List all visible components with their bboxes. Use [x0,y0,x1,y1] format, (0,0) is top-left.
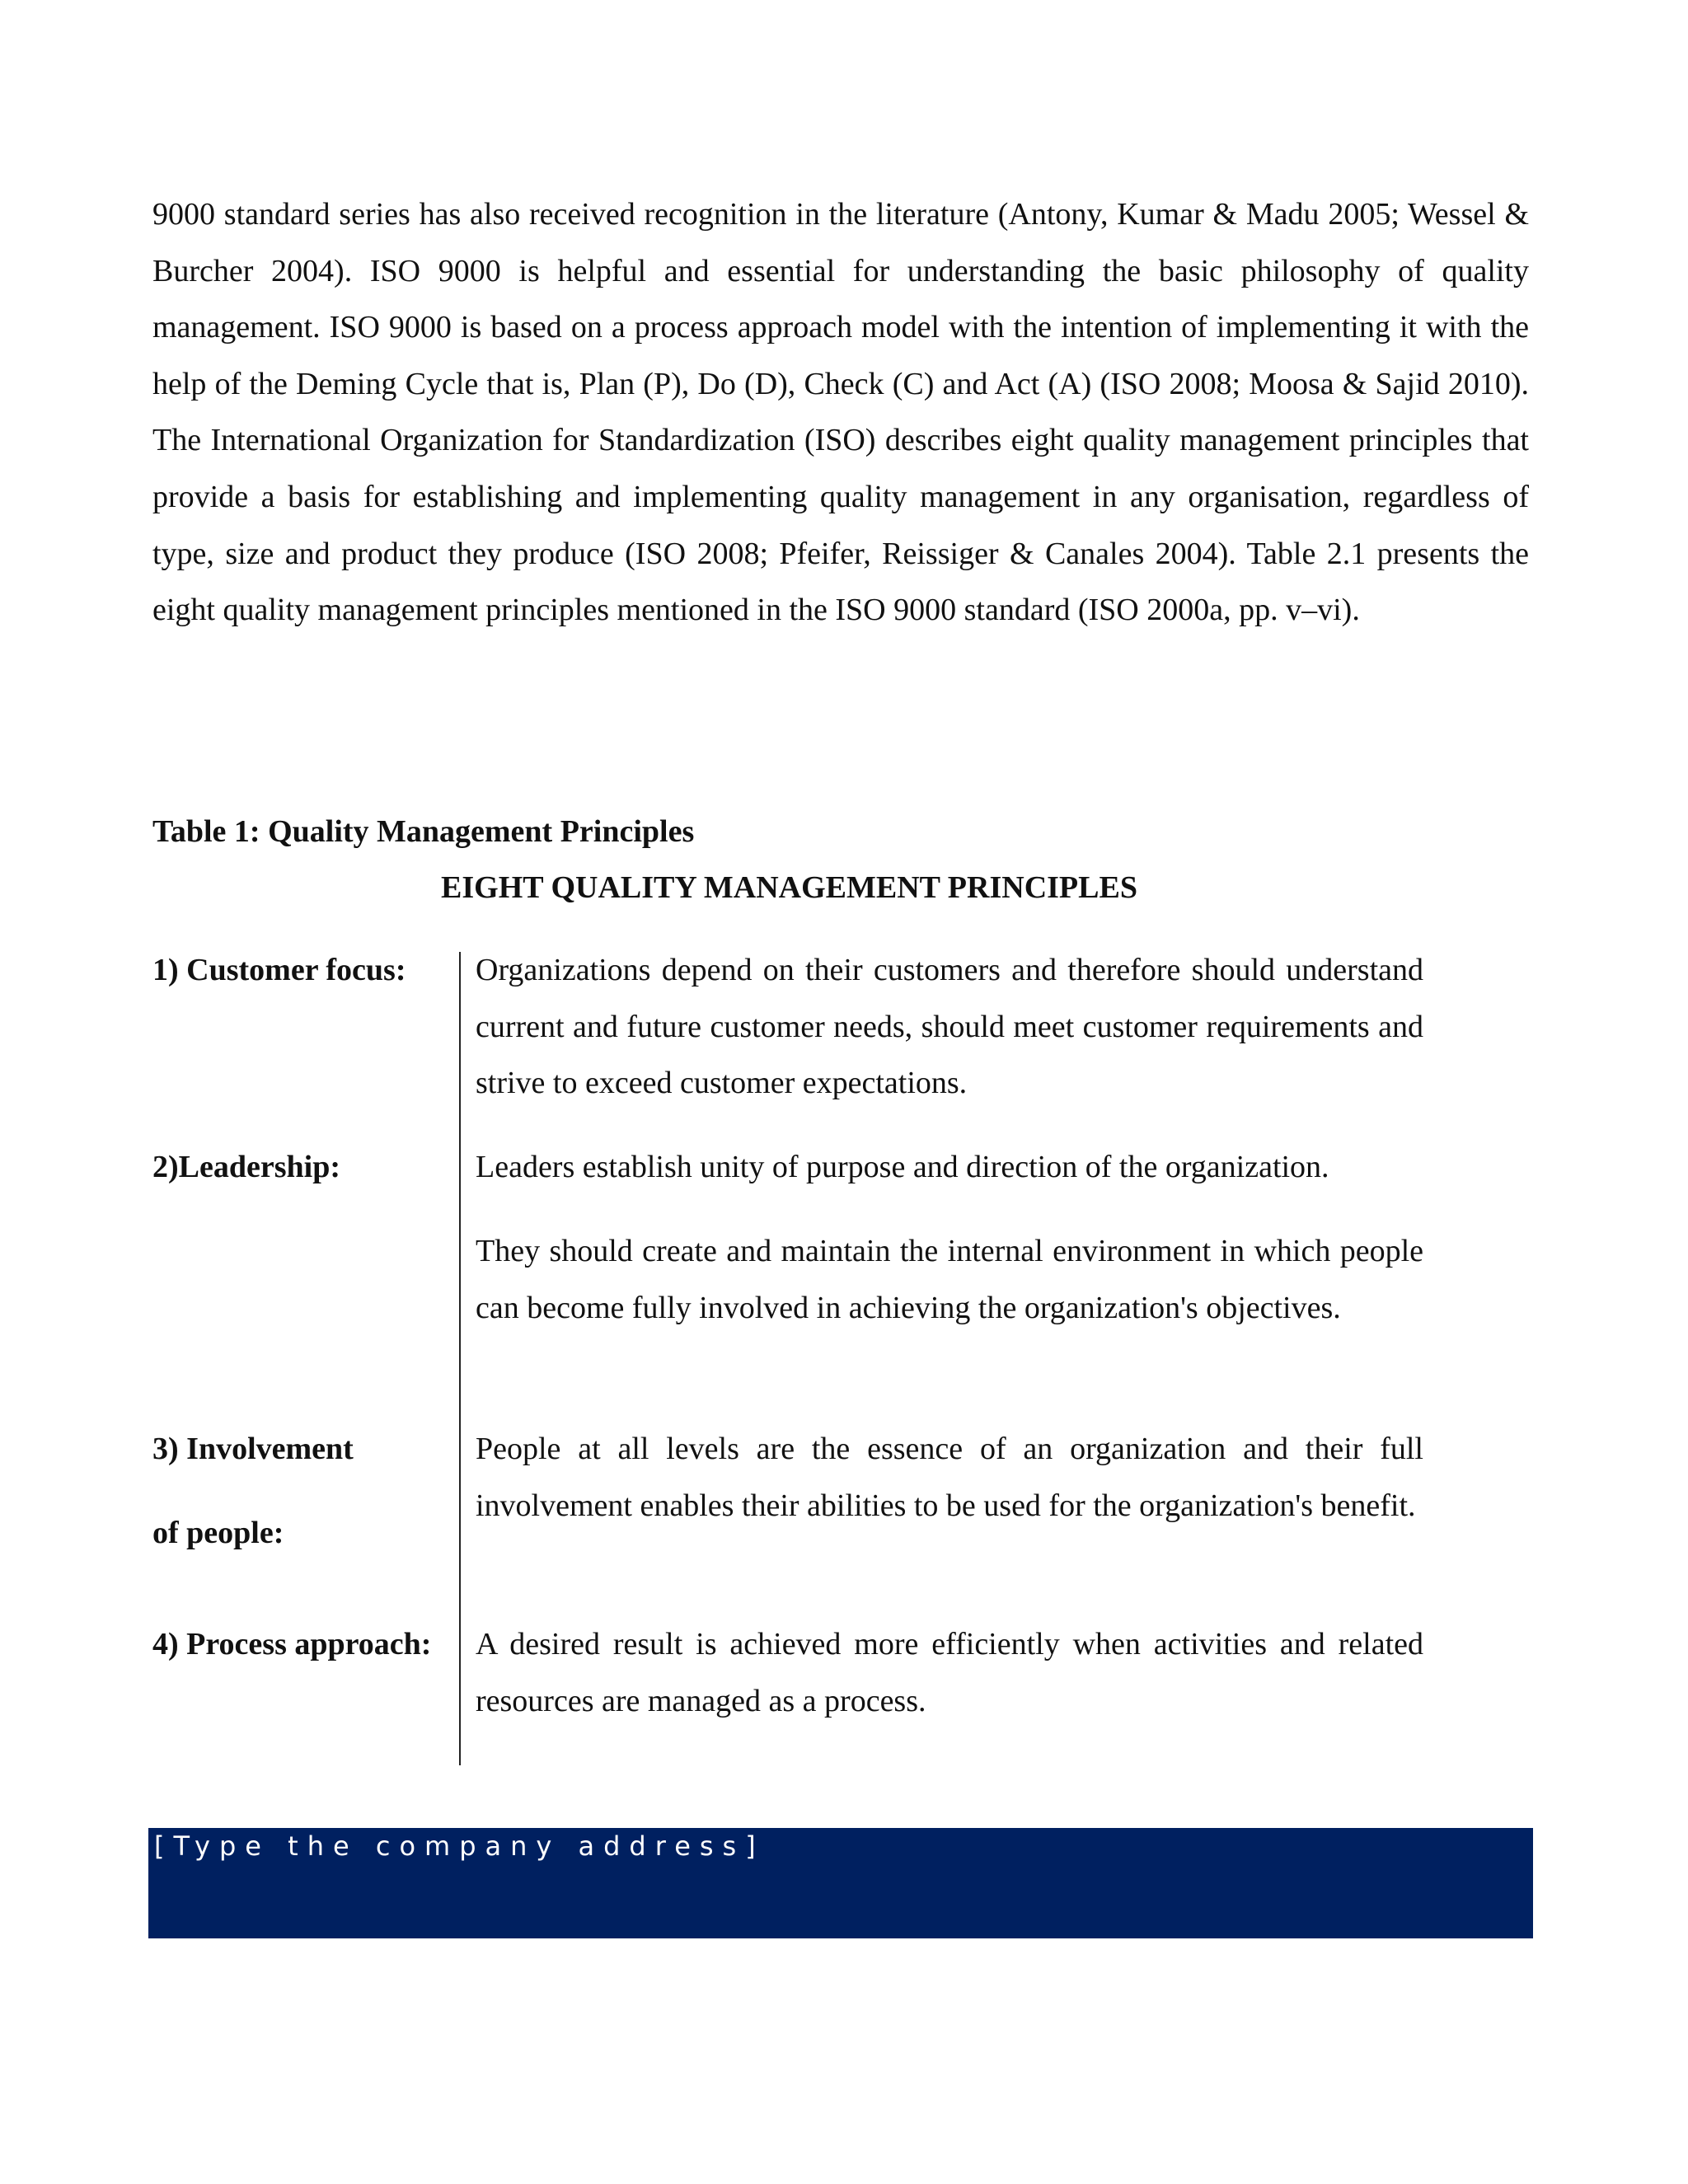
table-heading: EIGHT QUALITY MANAGEMENT PRINCIPLES [441,870,1137,905]
principle-description-leadership-continued: They should create and maintain the internal environment in which people can become fully involved in achieving the organization's objectives. [476,1234,1423,1325]
principle-label-involvement-line2: of people: [152,1516,284,1550]
footer-address-band [148,1828,1533,1938]
intro-paragraph: 9000 standard series has also received recognition in the literature (Antony, Kumar & Madu 2005; Wessel & Burcher 2004). ISO 9000 is helpful and essential for understanding the basic philosophy of quality management. ISO 9000 is based on a process approach model with the intention of implementing it with the help of the Deming Cycle that is, Plan (P), Do (D), Check (C) and Act (A) (ISO 2008; Moosa & Sajid 2010). The International Organization for Standardization (ISO) describes eight quality management principles that provide a basis for establishing and implementing quality management in any organisation, regardless of type, size and product they produce (ISO 2008; Pfeifer, Reissiger & Canales 2004). Table 2.1 presents the eight quality management principles mentioned in the ISO 9000 standard (ISO 2000a, pp. v–vi). [152,197,1529,628]
principle-description-leadership: Leaders establish unity of purpose and direction of the organization. [476,1150,1329,1184]
principle-description-process-approach: A desired result is achieved more efficiently when activities and related resources are managed as a process. [476,1627,1423,1718]
principle-label-involvement-line1: 3) Involvement [152,1432,354,1466]
principle-description-customer-focus: Organizations depend on their customers and therefore should understand current and future customer needs, should meet customer requirements and strive to exceed customer expectations. [476,953,1423,1101]
table-caption: Table 1: Quality Management Principles [152,814,695,849]
table-column-divider [459,952,461,1765]
principle-description-involvement: People at all levels are the essence of an organization and their full involvement enables their abilities to be used for the organization's benefit. [476,1432,1423,1523]
company-address-placeholder[interactable]: [Type the company address] [154,1830,765,1862]
principle-label-leadership: 2)Leadership: [152,1150,340,1184]
principle-label-customer-focus: 1) Customer focus: [152,953,406,987]
principle-label-process-approach: 4) Process approach: [152,1627,432,1661]
